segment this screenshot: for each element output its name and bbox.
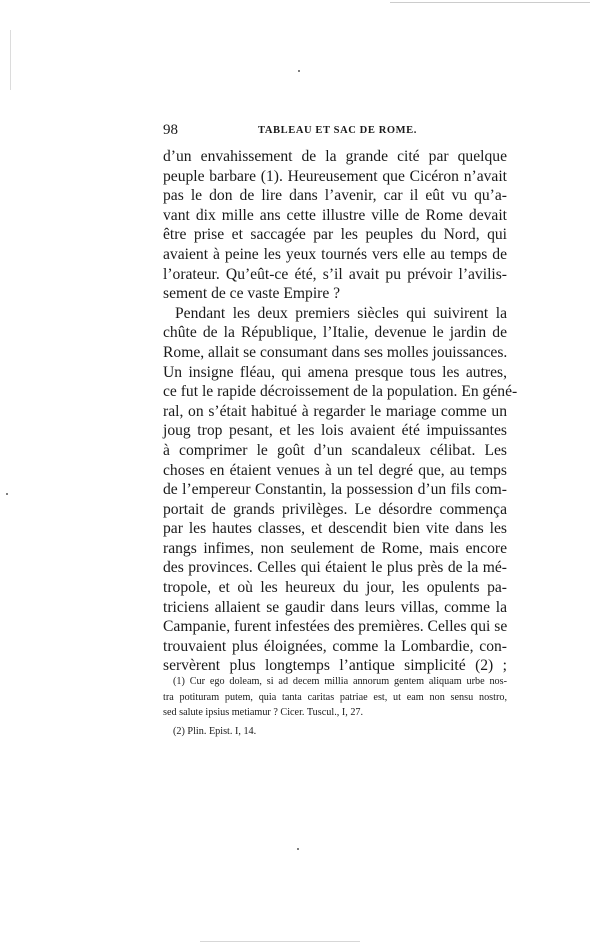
- text-line: avaient à peine les yeux tournés vers elle au temps de: [163, 245, 507, 263]
- text-line: à comprimer le goût d’un scandaleux célibat. Les: [163, 441, 507, 459]
- text-line: joug trop pesant, et les lois avaient été impuissantes: [163, 422, 507, 440]
- paragraph-start-line: Pendant les deux premiers siècles qui suivirent la: [175, 304, 507, 322]
- scan-edge-mark-left: [10, 30, 11, 90]
- text-line: Rome, allait se consumant dans ses molles jouissances.: [163, 343, 508, 361]
- text-line: servèrent plus longtemps l’antique simplicité (2) ;: [163, 657, 507, 675]
- text-line: de l’empereur Constantin, la possession d’un fils com-: [163, 481, 507, 499]
- text-line: vant dix mille ans cette illustre ville de Rome devait: [163, 206, 507, 224]
- speck: [298, 70, 300, 72]
- body-text: [163, 147, 518, 676]
- text-line: chûte de la République, l’Italie, devenue le jardin de: [163, 324, 507, 342]
- text-line: portait de grands privilèges. Le désordre commença: [163, 500, 507, 518]
- text-line: par les hautes classes, et descendit bien vite dans les: [163, 520, 507, 538]
- speck: [297, 848, 299, 850]
- text-line: pas le don de lire dans l’avenir, car il eût vu qu’a-: [163, 187, 507, 205]
- text-line: d’un envahissement de la grande cité par quelque: [163, 148, 507, 165]
- text-line: ce fut le rapide décroissement de la population. En géné-: [163, 383, 518, 401]
- running-header: [163, 122, 507, 144]
- footnote-1-line: (1) Cur ego doleam, si ad decem millia annorum gentem aliquam urbe nos-: [173, 676, 507, 687]
- footnotes: [163, 674, 507, 739]
- speck: [6, 493, 8, 495]
- text-line: triciens allaient se gaudir dans leurs villas, comme la: [163, 598, 507, 616]
- running-title: TABLEAU ET SAC DE ROME.: [258, 125, 417, 136]
- text-line: Un insigne fléau, qui amena presque tous les autres,: [163, 363, 507, 381]
- text-line: Campanie, furent infestées des premières. Celles qui se: [163, 618, 508, 636]
- page-number: 98: [163, 122, 178, 138]
- text-line: sement de ce vaste Empire ?: [163, 285, 341, 303]
- footnote-2: (2) Plin. Epist. I, 14.: [173, 725, 257, 737]
- text-line: peuple barbare (1). Heureusement que Cicéron n’avait: [163, 167, 507, 185]
- text-line: choses en étaient venues à un tel degré que, au temps: [163, 461, 507, 479]
- footnote-1-line: sed salute ipsius metiamur ? Cicer. Tuscul., I, 27.: [163, 707, 364, 719]
- text-line: des provinces. Celles qui étaient le plus près de la mé-: [163, 559, 507, 577]
- text-line: rangs infimes, non seulement de Rome, mais encore: [163, 539, 507, 557]
- text-line: tropole, et où les heureux du jour, les opulents pa-: [163, 579, 507, 597]
- text-line: ral, on s’était habitué à regarder le mariage comme un: [163, 402, 507, 420]
- scan-edge-mark-top: [390, 2, 590, 3]
- text-line: être prise et saccagée par les peuples du Nord, qui: [163, 226, 507, 244]
- footnote-1-line: tra potituram putem, quia tanta caritas patriae est, ut eam non sensu nostro,: [163, 691, 507, 703]
- text-line: trouvaient plus éloignées, comme la Lombardie, con-: [163, 637, 507, 655]
- text-line: l’orateur. Qu’eût-ce été, s’il avait pu prévoir l’avilis-: [163, 265, 507, 283]
- scan-edge-mark-bottom: [200, 941, 360, 942]
